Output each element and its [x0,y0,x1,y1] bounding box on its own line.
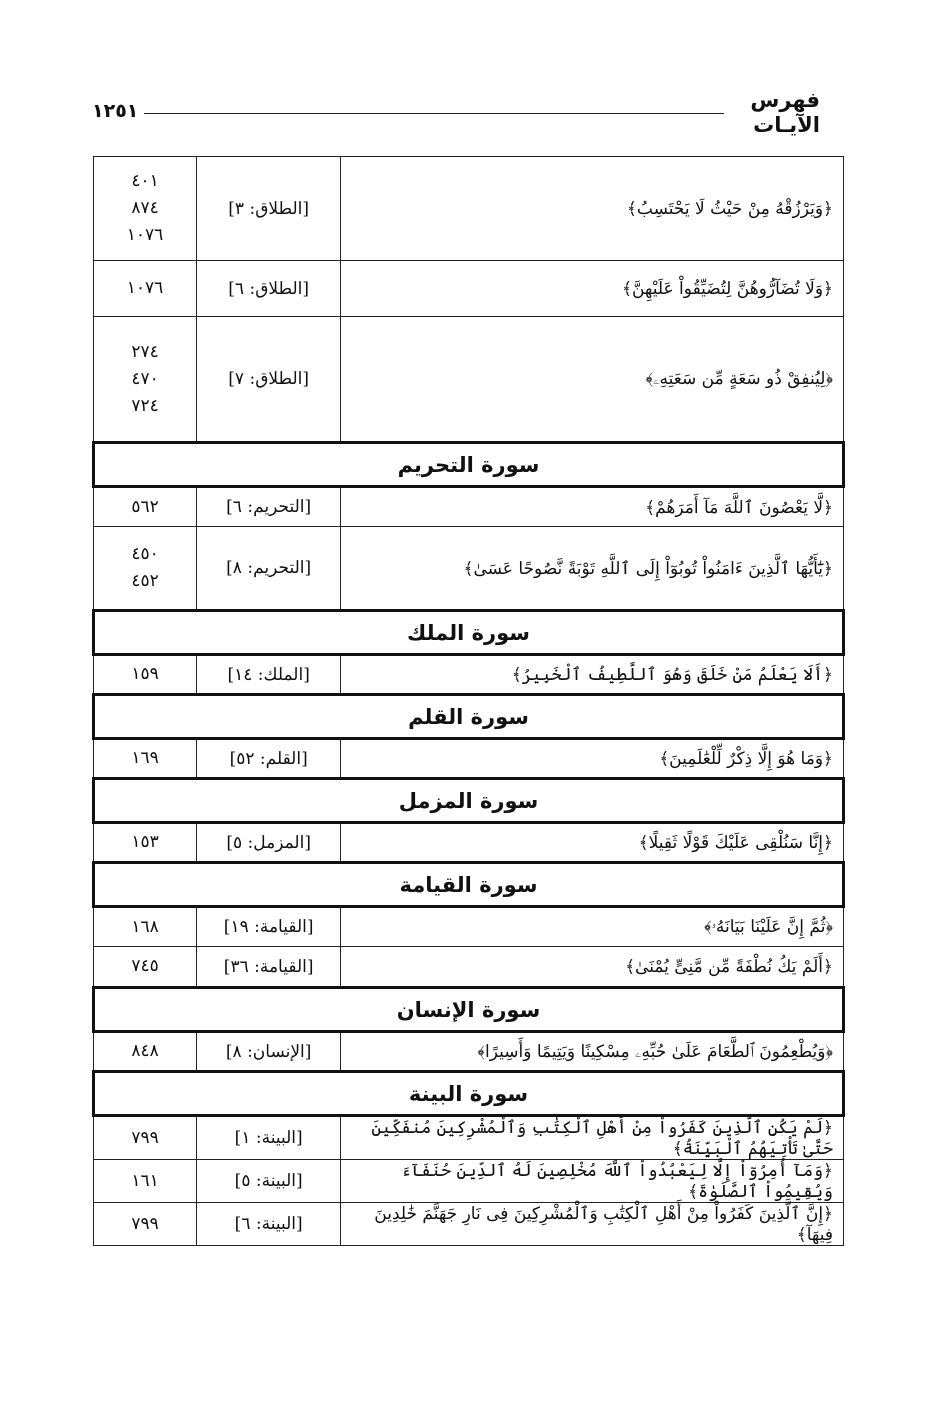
page-references [94,655,197,695]
verse-text: ﴿لَمْ يَكُنِ ٱلَّذِينَ كَفَرُواْ مِنْ أَهْلِ ٱلْكِتَٰبِ وَٱلْمُشْرِكِينَ مُنفَكِّينَ حَتَّىٰ تَأْتِيَهُمُ ٱلْبَيِّنَةُ﴾ [341,1116,844,1160]
page-number-ref: ٤٥٢ [131,571,159,591]
verse-reference: [الطلاق: ٦] [197,261,341,317]
surah-heading-row [94,863,844,907]
page-number: ١٢٥١ [92,100,139,122]
verse-index-table [92,156,845,1246]
verse-reference: [التحريم: ٦] [197,487,341,527]
index-title-line2: الآيـات [753,113,820,137]
page-references [94,907,197,947]
page-number-ref: ٥٦٢ [131,496,159,517]
verse-text: ﴿ثُمَّ إِنَّ عَلَيْنَا بَيَانَهُۥ﴾ [341,907,844,947]
verse-text: ﴿يَٰٓأَيُّهَا ٱلَّذِينَ ءَامَنُواْ تُوبُوٓاْ إِلَى ٱللَّهِ تَوْبَةً نَّصُوحًا عَسَىٰ﴾ [341,527,844,611]
verse-row [94,1160,844,1203]
verse-row [94,317,844,443]
page-references [94,1203,197,1246]
verse-row [94,487,844,527]
verse-reference: [البينة: ٥] [197,1160,341,1203]
verse-row [94,907,844,947]
verse-text: ﴿إِنَّا سَنُلْقِى عَلَيْكَ قَوْلًا ثَقِيلًا﴾ [341,823,844,863]
verse-row [94,655,844,695]
page-references [94,487,197,527]
verse-text: ﴿إِنَّ ٱلَّذِينَ كَفَرُواْ مِنْ أَهْلِ ٱلْكِتَٰبِ وَٱلْمُشْرِكِينَ فِى نَارِ جَهَنَّمَ خَٰلِدِينَ فِيهَآ﴾ [341,1203,844,1246]
page-references [94,527,197,611]
surah-heading: سورة القيامة [94,863,844,907]
verse-text: ﴿لَّا يَعْصُونَ ٱللَّهَ مَآ أَمَرَهُمْ﴾ [341,487,844,527]
verse-reference: [البينة: ١] [197,1116,341,1160]
page-references [94,1032,197,1072]
page-number-ref: ٧٤٥ [131,956,159,976]
verse-reference: [التحريم: ٨] [197,527,341,611]
verse-reference: [المزمل: ٥] [197,823,341,863]
page-references [94,1116,197,1160]
verse-row [94,823,844,863]
page-number-ref: ٢٧٤ [131,341,159,362]
surah-heading: سورة الملك [94,611,844,655]
page-references [94,317,197,443]
surah-heading-row [94,1072,844,1116]
verse-reference: [القيامة: ١٩] [197,907,341,947]
page-number-ref: ١٦٩ [131,748,159,768]
verse-text: ﴿وَيَرْزُقْهُ مِنْ حَيْثُ لَا يَحْتَسِبُ﴾ [341,157,844,261]
surah-heading: سورة البينة [94,1072,844,1116]
surah-heading-row [94,695,844,739]
verse-row [94,739,844,779]
verse-text: ﴿لِيُنفِقْ ذُو سَعَةٍ مِّن سَعَتِهِۦ﴾ [341,317,844,443]
page-number-ref: ١٥٣ [131,832,159,852]
verse-reference: [القلم: ٥٢] [197,739,341,779]
page-number-ref: ٤٠١ [131,171,159,191]
page-number-ref: ٧٩٩ [131,1127,159,1148]
verse-reference: [الطلاق: ٣] [197,157,341,261]
page-number-ref: ١٦١ [131,1170,159,1191]
page-number-ref: ٤٧٠ [131,368,159,389]
surah-heading: سورة التحريم [94,443,844,487]
surah-heading: سورة المزمل [94,779,844,823]
page-references [94,1160,197,1203]
verse-reference: [الإنسان: ٨] [197,1032,341,1072]
page-number-ref: ١٠٧٦ [126,225,164,245]
page-references [94,739,197,779]
surah-heading-row [94,988,844,1032]
verse-text: ﴿أَلَا يَعْلَمُ مَنْ خَلَقَ وَهُوَ ٱللَّطِيفُ ٱلْخَبِيرُ﴾ [341,655,844,695]
verse-row [94,1116,844,1160]
surah-heading-row [94,443,844,487]
page-number-ref: ٧٢٤ [131,395,159,416]
verse-row [94,947,844,988]
page-references [94,157,197,261]
verse-row [94,157,844,261]
page-number-ref: ١٠٧٦ [126,278,164,298]
page-number-ref: ١٥٩ [131,664,159,684]
page-number-ref: ٨٧٤ [131,198,159,218]
surah-heading-row [94,611,844,655]
verse-text: ﴿وَمَآ أُمِرُوٓاْ إِلَّا لِيَعْبُدُواْ ٱللَّهَ مُخْلِصِينَ لَهُ ٱلدِّينَ حُنَفَآءَ وَيُقِيمُواْ ٱلصَّلَوٰةَ﴾ [341,1160,844,1203]
verse-text: ﴿وَمَا هُوَ إِلَّا ذِكْرٌ لِّلْعَٰلَمِينَ﴾ [341,739,844,779]
verse-text: ﴿وَيُطْعِمُونَ ٱلطَّعَامَ عَلَىٰ حُبِّهِۦ مِسْكِينًا وَيَتِيمًا وَأَسِيرًا﴾ [341,1032,844,1072]
page-number-ref: ٧٩٩ [131,1213,159,1234]
verse-text: ﴿أَلَمْ يَكُ نُطْفَةً مِّن مَّنِىٍّ يُمْنَىٰ﴾ [341,947,844,988]
verse-reference: [القيامة: ٣٦] [197,947,341,988]
verse-reference: [الملك: ١٤] [197,655,341,695]
page-references [94,947,197,988]
index-title-line1: فهرس [750,88,820,112]
verse-reference: [الطلاق: ٧] [197,317,341,443]
index-title [750,88,820,138]
verse-row [94,1203,844,1246]
header-rule [144,113,724,114]
verse-reference: [البينة: ٦] [197,1203,341,1246]
verse-row [94,1032,844,1072]
surah-heading: سورة الإنسان [94,988,844,1032]
verse-row [94,527,844,611]
page-references [94,261,197,317]
page-references [94,823,197,863]
verse-row [94,261,844,317]
surah-heading-row [94,779,844,823]
surah-heading: سورة القلم [94,695,844,739]
page-number-ref: ٤٥٠ [131,544,159,564]
verse-text: ﴿وَلَا تُضَآرُّوهُنَّ لِتُضَيِّقُواْ عَلَيْهِنَّ﴾ [341,261,844,317]
page-header [92,84,844,144]
page-number-ref: ١٦٨ [131,916,159,937]
page-number-ref: ٨٤٨ [131,1041,159,1061]
